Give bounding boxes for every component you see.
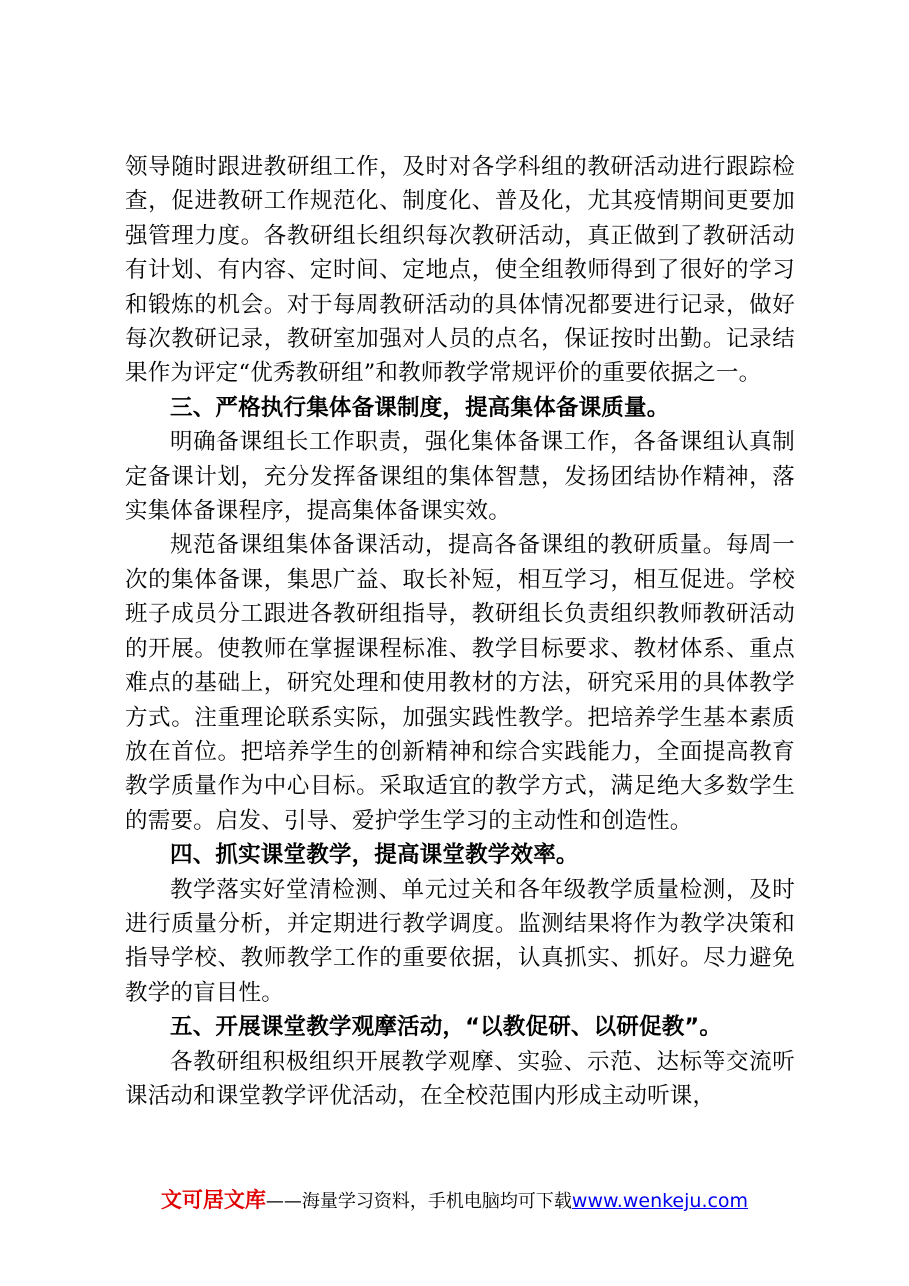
section-heading-3: 三、严格执行集体备课制度，提高集体备课质量。 (170, 394, 670, 421)
document-body (125, 150, 795, 1113)
section-heading-5: 五、开展课堂教学观摩活动，“以教促研、以研促教”。 (170, 1014, 723, 1041)
paragraph-3: 规范备课组集体备课活动，提高各备课组的教研质量。每周一次的集体备课，集思广益、取长补短，相互学习，相互促进。学校班子成员分工跟进各教研组指导，教研组长负责组织教师教研活动的开展。使教师在掌握课程标准、教学目标要求、教材体系、重点难点的基础上，研究处理和使用教材的方法，研究采用的具体教学方式。注重理论联系实际，加强实践性教学。把培养学生基本素质放在首位。把培养学生的创新精神和综合实践能力，全面提高教育教学质量作为中心目标。采取适宜的教学方式，满足绝大多数学生的需要。启发、引导、爱护学生学习的主动性和创造性。 (125, 532, 795, 834)
paragraph-5: 各教研组积极组织开展教学观摩、实验、示范、达标等交流听课活动和课堂教学评优活动，在全校范围内形成主动听课， (125, 1048, 795, 1109)
footer-tagline: ——海量学习资料，手机电脑均可下载 (265, 1191, 572, 1212)
footer-brand: 文可居文库 (160, 1188, 266, 1212)
footer-banner (0, 1184, 909, 1214)
paragraph-2: 明确备课组长工作职责，强化集体备课工作，各备课组认真制定备课计划，充分发挥备课组的集体智慧，发扬团结协作精神，落实集体备课程序，提高集体备课实效。 (125, 429, 795, 525)
section-heading-4: 四、抓实课堂教学，提高课堂教学效率。 (170, 842, 579, 869)
paragraph-4: 教学落实好堂清检测、单元过关和各年级教学质量检测，及时进行质量分析，并定期进行教学调度。监测结果将作为教学决策和指导学校、教师教学工作的重要依据，认真抓实、抓好。尽力避免教学的盲目性。 (125, 876, 795, 1006)
footer-url-link[interactable]: www.wenkeju.com (571, 1190, 749, 1212)
paragraph-1: 领导随时跟进教研组工作，及时对各学科组的教研活动进行跟踪检查，促进教研工作规范化、制度化、普及化，尤其疫情期间更要加强管理力度。各教研组长组织每次教研活动，真正做到了教研活动有计划、有内容、定时间、定地点，使全组教师得到了很好的学习和锻炼的机会。对于每周教研活动的具体情况都要进行记录，做好每次教研记录，教研室加强对人员的点名，保证按时出勤。记录结果作为评定“优秀教研组”和教师教学常规评价的重要依据之一。 (125, 154, 795, 387)
